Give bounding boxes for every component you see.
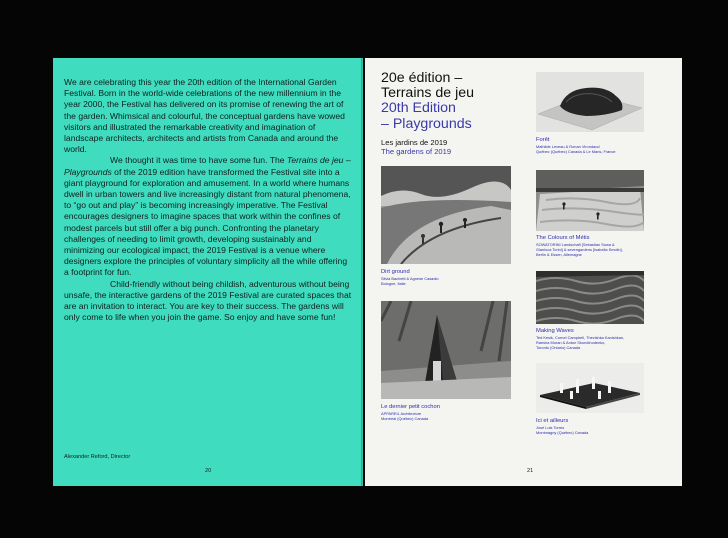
gardens-heading <box>381 138 451 156</box>
photo-dirt-ground <box>381 166 511 264</box>
page-title <box>381 71 521 132</box>
right-page <box>365 58 682 486</box>
edition-title-italic: Terrains de jeu – Playgrounds <box>64 155 351 177</box>
caption-dirt-ground <box>381 269 511 286</box>
photo-making-waves <box>536 271 644 324</box>
paragraph-3: Child-friendly without being childish, adventurous without being unsafe, the interactive gardens of the 2019 Festival are curated spaces that are an invitation to interact. You are key to their success. The gardens will only come to life when you join the game. So enjoy and have some fun! <box>64 278 352 323</box>
garden-title: Making Waves <box>536 328 574 334</box>
garden-title: Le dernier petit cochon <box>381 404 440 410</box>
garden-title: Forêt <box>536 137 550 143</box>
caption-foret <box>536 137 666 154</box>
garden-title: The Colours of Métis <box>536 235 590 241</box>
garden-credit: Ted Kesik, Cornel Campbell, Thevishka Kanishkan, <box>536 335 625 340</box>
caption-le-dernier-petit-cochon <box>381 404 511 421</box>
caption-ici-et-ailleurs <box>536 418 666 435</box>
title-en-line-1: 20th Edition <box>381 100 456 117</box>
caption-the-colours-of-metis <box>536 235 666 257</box>
page-number-right: 21 <box>527 468 534 474</box>
garden-credit: José Luis Torres <box>536 425 565 430</box>
garden-credit: APPAREIL Architecture <box>381 411 422 416</box>
garden-location: Québec (Québec) Canada & Le Mans, France <box>536 149 616 154</box>
garden-credit-2: Raesha Moran & Anton Skorokhodenko, <box>536 340 606 345</box>
signature: Alexander Reford, Director <box>64 454 131 460</box>
garden-title: Dirt ground <box>381 269 410 275</box>
title-en-line-2: – Playgrounds <box>381 115 472 132</box>
gardens-heading-fr: Les jardins de 2019 <box>381 138 448 147</box>
photo-foret <box>536 72 644 132</box>
title-fr-line-1: 20e édition – <box>381 70 463 86</box>
garden-location: Bologne, Italie <box>381 281 406 286</box>
garden-location: Toronto (Ontario) Canada <box>536 345 581 350</box>
garden-credit: Silvia Bachetti & Agnese Casadio <box>381 276 439 281</box>
garden-credit-2: Gianluca Torini] & sevengardens [Isabella Smolin], <box>536 247 623 252</box>
garden-location: Berlin & Essen, Allemagne <box>536 252 582 257</box>
photo-ici-et-ailleurs <box>536 363 644 413</box>
photo-the-colours-of-metis <box>536 170 644 231</box>
garden-credit: SOWATORINI Landschaft [Sebastian Sowa & <box>536 242 615 247</box>
paragraph-1: We are celebrating this year the 20th edition of the International Garden Festival. Born in the world-wide celebrations of the new millennium in the year 2000, the Festival has delivered on its promise of renewing the art of the garden. Whimsical and colourful, the conceptual gardens have wowed visitors and illustrated the remarkable creativity and imagination of landscape architects, architects and artists from Canada and around the world. <box>64 77 345 155</box>
left-page <box>53 58 363 486</box>
editorial-text <box>64 77 354 323</box>
title-fr-line-2: Terrains de jeu <box>381 85 475 102</box>
photo-le-dernier-petit-cochon <box>381 301 511 399</box>
garden-credit: Mathilde Leveau & Ronan Virondaud <box>536 144 600 149</box>
page-number-left: 20 <box>205 468 212 474</box>
garden-title: Ici et ailleurs <box>536 418 569 424</box>
caption-making-waves <box>536 328 666 350</box>
paragraph-2: We thought it was time to have some fun. The Terrains de jeu – Playgrounds of the 2019 edition have transformed the Festival site into a giant playground for exploration and amusement. In a world where humans dwell in urban towers and live increasingly distant from natural phenomena, to “go out and play” is becoming increasingly imperative. The Festival encourages designers to imagine spaces that work within the confines of modest parcels but still offer a big punch. Confronting the planetary challenges of needing to limit growth, developing sustainably and minimizing our ecological impact, the 2019 Festival is a venue where designers explore the principles of voluntary simplicity all the while offering a footprint for fun. <box>64 155 351 278</box>
gardens-heading-en: The gardens of 2019 <box>381 147 452 156</box>
garden-location: Montmagny (Québec) Canada <box>536 430 589 435</box>
garden-location: Montréal (Québec) Canada <box>381 416 429 421</box>
magazine-spread <box>53 58 682 486</box>
